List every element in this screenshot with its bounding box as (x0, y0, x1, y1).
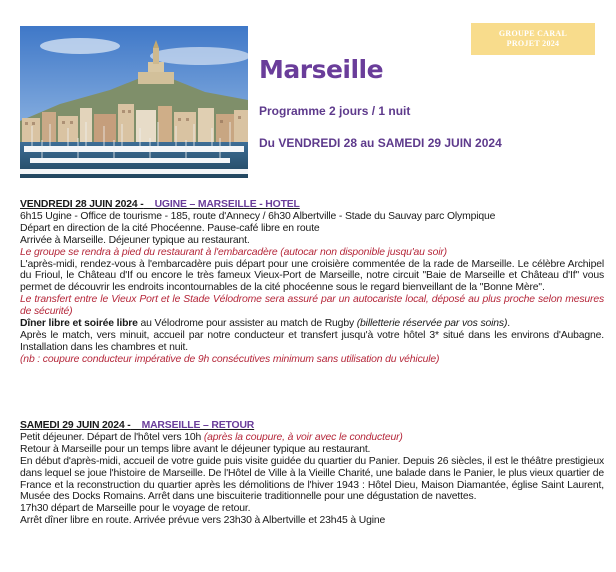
day2-breakfast-note: (après la coupure, à voir avec le conducteur) (203, 431, 403, 443)
marseille-harbour-photo (20, 26, 248, 178)
day1-dinner-bold: Dîner libre et soirée libre (20, 318, 138, 330)
day1-dinner-end: . (507, 318, 511, 330)
day1-transfer-note: Le transfert entre le Vieux Port et le Stade Vélodrome sera assuré par un autocariste local, déposé au plus proche selon mesures de sécurité) (20, 294, 604, 318)
badge-project-year: PROJET 2024 (506, 39, 560, 48)
day2-panier-paragraph: En début d'après-midi, accueil de votre guide puis visite guidée du quartier du Panier. Depuis 26 siècles, il est le théâtre prestigieux dans lequel se joue l'histoire de Marseille. De l'Hôtel de Ville à la Vieille Charité, une balade dans le Panier, le plus vieux quartier de France et la reconstruction du quartier après les démolitions de l'hiver 1943 : Hôtel Dieu, Maison Diamantée, église Saint Laurent, Musée des Docks Romains. Arrêt dans une biscuiterie traditionnelle pour une dégustation de navettes. (20, 455, 604, 503)
day2-breakfast-text: Petit déjeuner. Départ de l'hôtel vers 10h (20, 431, 204, 443)
programme-duration: Programme 2 jours / 1 nuit (259, 104, 411, 118)
day2-return-line: 17h30 départ de Marseille pour le voyage de retour. (20, 503, 251, 515)
trip-dates: Du VENDREDI 28 au SAMEDI 29 JUIN 2024 (259, 136, 502, 150)
day2-lunch-line: Retour à Marseille pour un temps libre avant le déjeuner typique au restaurant. (20, 443, 371, 455)
project-badge (471, 23, 595, 55)
day1-heading-date: VENDREDI 28 JUIN 2024 - (20, 199, 144, 210)
day1-departure-line: 6h15 Ugine - Office de tourisme - 185, route d'Annecy / 6h30 Albertville - Stade du Sauvay parc Olympique (20, 210, 496, 222)
day1-heading (20, 199, 604, 211)
day1-dinner-text: au Vélodrome pour assister au match de Rugby (137, 318, 357, 330)
day2-heading-date: SAMEDI 29 JUIN 2024 - (20, 420, 131, 431)
day2-arrival-line: Arrêt dîner libre en route. Arrivée prévue vers 23h30 à Albertville et 23h45 à Ugine (20, 515, 386, 527)
day2-heading (20, 420, 604, 432)
day2-section (20, 420, 604, 527)
day1-route-line: Départ en direction de la cité Phocéenne. Pause-café libre en route (20, 222, 320, 234)
day1-hotel-paragraph: Après le match, vers minuit, accueil par notre conducteur et transfert jusqu'à votre hôtel 3* situé dans les environs d'Aubagne. Installation dans les chambres et nuit. (20, 329, 604, 353)
day2-heading-route: MARSEILLE – RETOUR (141, 420, 255, 431)
day1-heading-route: UGINE – MARSEILLE - HOTEL (154, 199, 300, 210)
day1-cruise-paragraph: L'après-midi, rendez-vous à l'embarcadère puis départ pour une croisière commentée de la rade de Marseille. Le célèbre Archipel du Frioul, le Château d'If ou encore le très fameux Vieux-Port de Marseille, notre circuit "Baie de Marseille et Château d'If" vous permet de découvrir les endroits incontournables de la cité phocéenne sous le regard bienveillant de la "Bonne Mère". (20, 258, 604, 294)
day1-section (20, 199, 604, 366)
day1-ticket-note: (billetterie réservée par vos soins) (356, 318, 508, 330)
badge-group-name: GROUPE CARAL (498, 29, 568, 38)
day1-driver-note: (nb : coupure conducteur impérative de 9h consécutives minimum sans utilisation du véhicule) (20, 353, 440, 365)
day1-dinner-line (20, 318, 604, 330)
day1-arrival-line: Arrivée à Marseille. Déjeuner typique au restaurant. (20, 234, 250, 246)
page-title: Marseille (259, 55, 384, 84)
harbour-illustration (20, 26, 248, 178)
day2-breakfast-line (20, 432, 604, 444)
day1-walk-note: Le groupe se rendra à pied du restaurant à l'embarcadère (autocar non disponible jusqu'au soir) (20, 246, 447, 258)
